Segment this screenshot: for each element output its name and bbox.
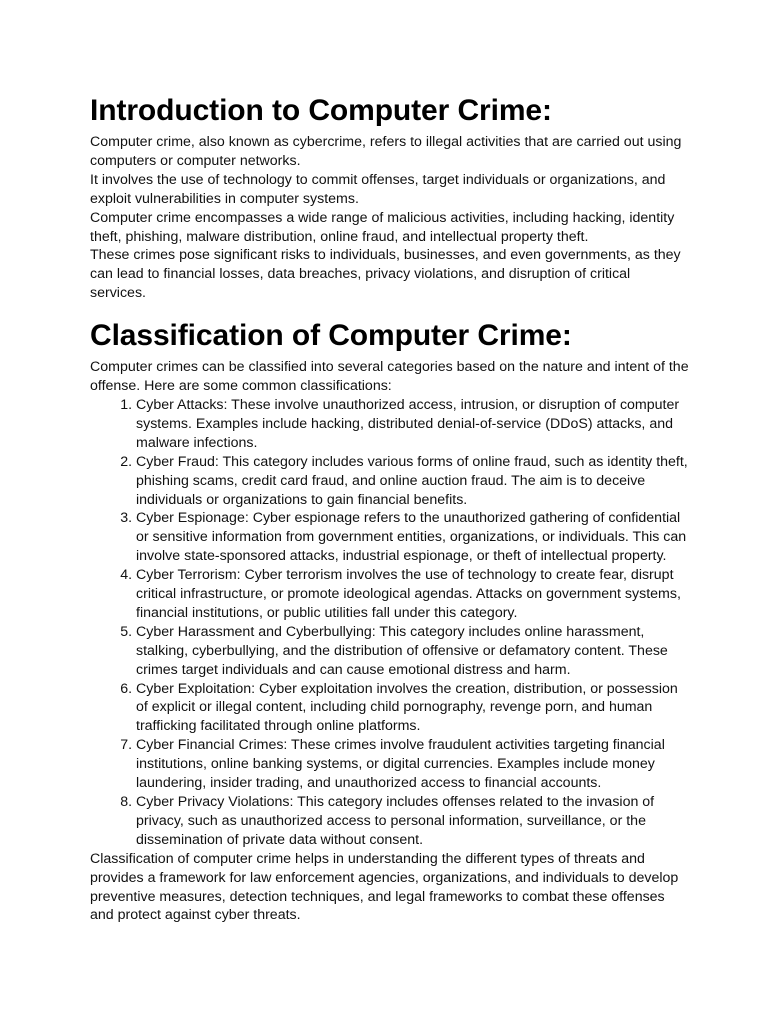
classification-lead: Computer crimes can be classified into several categories based on the nature and intent of the offense. Here are some common classifications: [90, 359, 689, 395]
classification-item-cyber-terrorism: 4. Cyber Terrorism: Cyber terrorism involves the use of technology to create fear, disrupt critical infrastructure, or promote ideological agendas. Attacks on government systems, financial institutions, or public utilities fall under this category. [136, 566, 690, 623]
classification-item-cyber-exploitation: 6. Cyber Exploitation: Cyber exploitation involves the creation, distribution, or possession of explicit or illegal content, including child pornography, revenge porn, and human trafficking facilitated through online platforms. [136, 680, 690, 737]
classification-heading: Classification of Computer Crime: [90, 319, 572, 353]
classification-item-cyber-harassment: 5. Cyber Harassment and Cyberbullying: This category includes online harassment, stalking, cyberbullying, and the distribution of offensive or defamatory content. These crimes target individuals and can cause emotional distress and harm. [136, 623, 690, 680]
classification-closing: Classification of computer crime helps in understanding the different types of threats and provides a framework for law enforcement agencies, organizations, and individuals to develop preventive measures, detection techniques, and legal frameworks to combat these offenses and protect against cyber threats. [90, 850, 679, 924]
document-body [90, 92, 690, 925]
intro-paragraph-2: It involves the use of technology to commit offenses, target individuals or organizations, and exploit vulnerabilities in computer systems. [90, 171, 666, 207]
classification-item-cyber-espionage: 3. Cyber Espionage: Cyber espionage refers to the unauthorized gathering of confidential or sensitive information from government entities, organizations, or individuals. This can involve state-sponsored attacks, industrial espionage, or theft of intellectual property. [136, 509, 690, 566]
classification-item-cyber-privacy-violations: 8. Cyber Privacy Violations: This category includes offenses related to the invasion of privacy, such as unauthorized access to personal information, surveillance, or the dissemination of private data without consent. [136, 793, 690, 850]
classification-list [90, 396, 690, 850]
classification-item-cyber-fraud: 2. Cyber Fraud: This category includes various forms of online fraud, such as identity theft, phishing scams, credit card fraud, and online auction fraud. The aim is to deceive individuals or organizations to gain financial benefits. [136, 453, 690, 510]
intro-paragraph-4: These crimes pose significant risks to individuals, businesses, and even governments, as they can lead to financial losses, data breaches, privacy violations, and disruption of critical services. [90, 247, 681, 302]
classification-item-cyber-financial-crimes: 7. Cyber Financial Crimes: These crimes involve fraudulent activities targeting financial institutions, online banking systems, or digital currencies. Examples include money laundering, insider trading, and unauthorized access to financial accounts. [136, 736, 690, 793]
intro-paragraph-1: Computer crime, also known as cybercrime, refers to illegal activities that are carried out using computers or computer networks. [90, 134, 682, 169]
intro-heading: Introduction to Computer Crime: [90, 94, 552, 127]
classification-item-cyber-attacks: 1. Cyber Attacks: These involve unauthorized access, intrusion, or disruption of computer systems. Examples include hacking, distributed denial-of-service (DDoS) attacks, and malware infections. [136, 396, 690, 453]
intro-paragraph-3: Computer crime encompasses a wide range of malicious activities, including hacking, identity theft, phishing, malware distribution, online fraud, and intellectual property theft. [90, 209, 675, 245]
